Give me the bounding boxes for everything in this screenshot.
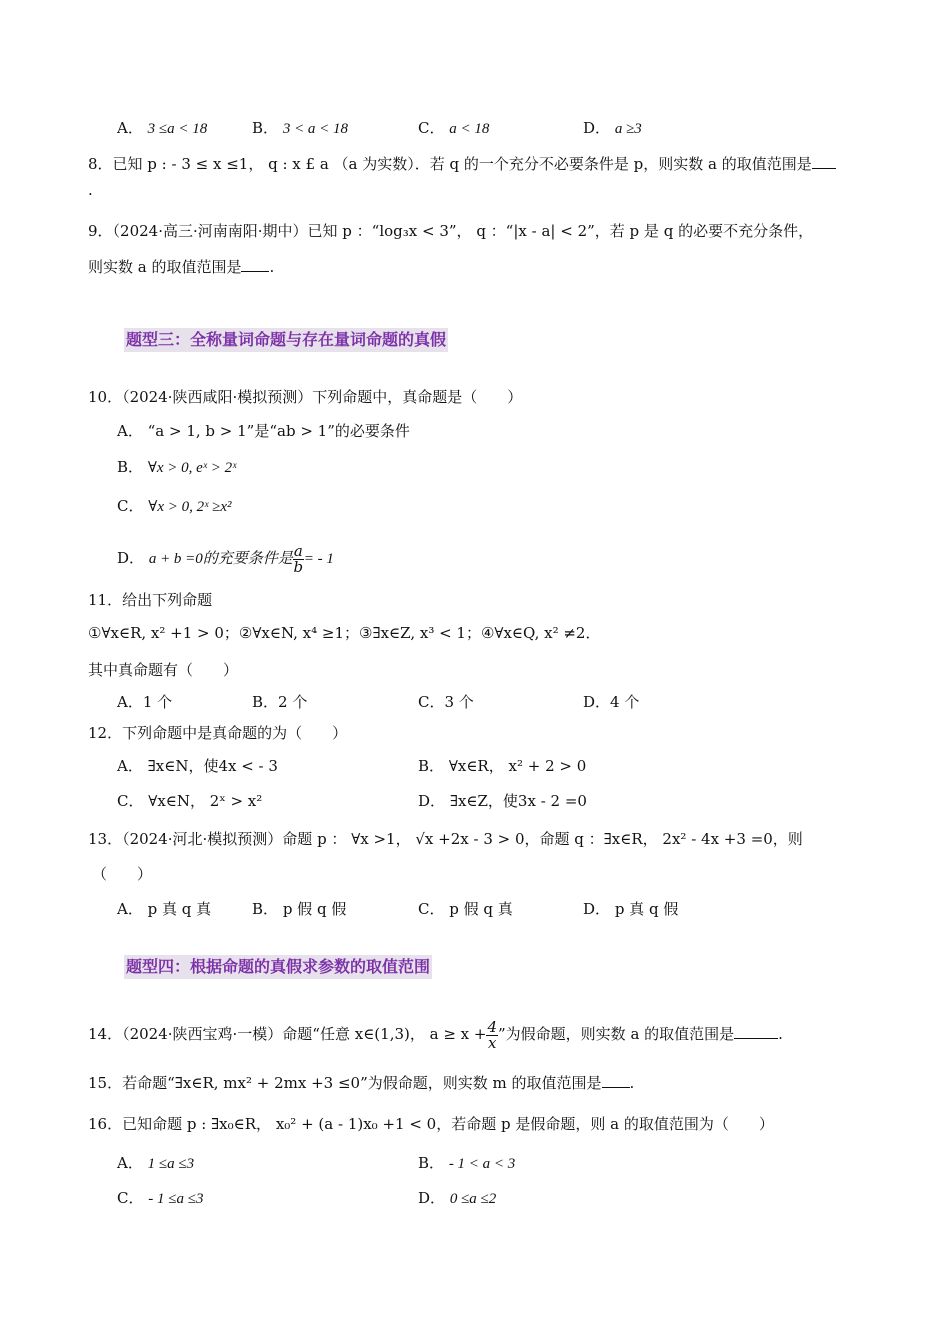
option-letter: B． xyxy=(418,757,445,775)
q7-option-c xyxy=(418,118,489,139)
question-9-line2 xyxy=(88,257,274,277)
q13-option-a xyxy=(117,899,211,919)
option-text: 4 个 xyxy=(610,693,640,711)
answer-blank xyxy=(734,1024,778,1039)
q13-option-b xyxy=(252,899,346,919)
option-letter: C． xyxy=(418,119,445,137)
option-letter: B． xyxy=(252,693,279,711)
fraction-numerator: a xyxy=(293,541,303,560)
option-letter: A． xyxy=(117,422,143,440)
q16-option-d xyxy=(418,1188,496,1209)
q10-option-d xyxy=(117,540,334,577)
option-letter: C． xyxy=(117,792,144,810)
option-text: p 假 q 假 xyxy=(282,900,347,918)
option-letter: A． xyxy=(117,1154,143,1172)
question-11-stem: 11．给出下列命题 xyxy=(88,591,213,609)
option-text: 3 个 xyxy=(444,693,474,711)
option-text: 3 < a < 18 xyxy=(282,121,349,137)
question-9-line1: 9．（2024·高三·河南南阳·期中）已知 p ：“log₃x < 3”， q ：“|x - a| < 2”，若 p 是 q 的必要不充分条件， xyxy=(88,222,814,240)
fraction-numerator: 4 xyxy=(487,1017,498,1036)
option-text: 1 个 xyxy=(142,693,173,711)
question-text: 则实数 a 的取值范围是 xyxy=(88,258,242,276)
answer-blank xyxy=(812,154,836,169)
answer-blank xyxy=(602,1073,630,1088)
q10-option-b xyxy=(117,457,236,478)
option-letter: D． xyxy=(583,119,611,137)
q12-option-b xyxy=(418,756,586,776)
q12-option-d xyxy=(418,791,587,811)
question-end: . xyxy=(778,1025,783,1043)
option-text-tail: = - 1 xyxy=(303,551,334,567)
option-text: a ≥3 xyxy=(614,121,642,137)
option-text: 3 ≤a < 18 xyxy=(147,121,208,137)
q12-option-c xyxy=(117,791,262,811)
option-letter: A． xyxy=(117,119,143,137)
option-text: ∀x > 0, eˣ > 2ˣ xyxy=(147,460,237,476)
question-13-line2: （ ） xyxy=(92,865,153,883)
section-heading-3: 题型三：全称量词命题与存在量词命题的真假 xyxy=(124,328,448,352)
question-text: 8．已知 p : - 3 ≤ x ≤1， q : x £ a （a 为实数）．若 q 的一个充分不必要条件是 p，则实数 a 的取值范围是 xyxy=(88,155,812,173)
option-letter: C． xyxy=(418,693,445,711)
question-15 xyxy=(88,1073,634,1093)
question-8-trail: . xyxy=(88,181,93,199)
q11-option-a xyxy=(117,692,172,712)
option-letter: C． xyxy=(418,900,445,918)
option-letter: B． xyxy=(418,1154,445,1172)
option-text: p 真 q 真 xyxy=(147,900,212,918)
fraction-denominator: b xyxy=(293,557,304,576)
question-text-tail: ”为假命题，则实数 a 的取值范围是 xyxy=(498,1025,735,1043)
option-text: ∀x > 0, 2ˣ ≥x² xyxy=(148,499,232,515)
section-heading-4: 题型四：根据命题的真假求参数的取值范围 xyxy=(124,955,432,979)
question-text: 14．（2024·陕西宝鸡·一模）命题“任意 x∈(1,3)， a ≥ x + xyxy=(88,1025,487,1043)
option-text: a + b =0的充要条件是 xyxy=(148,551,293,567)
option-text: 1 ≤a ≤3 xyxy=(147,1156,195,1172)
option-text: p 假 q 真 xyxy=(449,900,513,918)
question-11-ask: 其中真命题有（ ） xyxy=(88,661,239,679)
option-letter: D． xyxy=(418,792,446,810)
q10-option-c xyxy=(117,496,231,517)
option-text: ∃x∈Z，使3x - 2 =0 xyxy=(449,792,587,810)
question-8 xyxy=(88,154,836,174)
option-letter: B． xyxy=(252,119,279,137)
fraction xyxy=(486,1017,498,1052)
option-text: - 1 < a < 3 xyxy=(448,1156,516,1172)
fraction-denominator: x xyxy=(488,1033,497,1052)
option-text: ∀x∈N， 2ˣ > x² xyxy=(148,792,263,810)
option-letter: C． xyxy=(117,497,144,515)
option-letter: D． xyxy=(117,549,145,567)
q11-option-c xyxy=(418,692,474,712)
option-text: “a > 1, b > 1”是“ab > 1”的必要条件 xyxy=(147,422,410,440)
question-14 xyxy=(88,1014,783,1054)
option-letter: D． xyxy=(583,693,611,711)
q12-option-a xyxy=(117,756,278,776)
q13-option-c xyxy=(418,899,513,919)
q11-option-d xyxy=(583,692,639,712)
answer-blank xyxy=(241,257,269,272)
option-letter: D． xyxy=(583,900,611,918)
question-text-tail: . xyxy=(269,258,275,276)
q7-option-d xyxy=(583,118,642,139)
question-12-stem: 12．下列命题中是真命题的为（ ） xyxy=(88,724,348,742)
option-letter: B． xyxy=(117,458,144,476)
q16-option-c xyxy=(117,1188,203,1209)
option-text: ∃x∈N，使4x < - 3 xyxy=(147,757,278,775)
q16-option-a xyxy=(117,1153,194,1174)
question-11-items: ①∀x∈R, x² +1 > 0；②∀x∈N, x⁴ ≥1；③∃x∈Z, x³ < 1；④∀x∈Q, x² ≠2． xyxy=(88,624,601,642)
option-text: 0 ≤a ≤2 xyxy=(449,1191,497,1207)
option-text: - 1 ≤a ≤3 xyxy=(148,1191,204,1207)
option-text: 2 个 xyxy=(278,693,308,711)
q16-option-b xyxy=(418,1153,515,1174)
option-letter: A． xyxy=(117,900,143,918)
option-letter: C． xyxy=(117,1189,144,1207)
option-letter: B． xyxy=(252,900,279,918)
q7-option-a xyxy=(117,118,207,139)
q7-option-b xyxy=(252,118,348,139)
question-13-line1: 13．（2024·河北·模拟预测）命题 p ： ∀x >1， √x +2x - 3 > 0，命题 q ：∃x∈R， 2x² - 4x +3 =0，则 xyxy=(88,830,803,848)
option-letter: D． xyxy=(418,1189,446,1207)
q10-option-a xyxy=(117,421,410,441)
question-10-stem: 10．（2024·陕西咸阳·模拟预测）下列命题中，真命题是（ ） xyxy=(88,388,523,406)
option-letter: A． xyxy=(117,693,143,711)
option-text: a < 18 xyxy=(449,121,490,137)
q11-option-b xyxy=(252,692,307,712)
option-letter: A． xyxy=(117,757,143,775)
question-end: . xyxy=(629,1074,635,1092)
option-text: ∀x∈R， x² + 2 > 0 xyxy=(448,757,587,775)
q13-option-d xyxy=(583,899,678,919)
question-text: 15．若命题“∃x∈R, mx² + 2mx +3 ≤0”为假命题，则实数 m 的取值范围是 xyxy=(88,1074,602,1092)
fraction xyxy=(293,541,304,576)
option-text: p 真 q 假 xyxy=(614,900,679,918)
question-16-stem: 16．已知命题 p : ∃x₀∈R， x₀² + (a - 1)x₀ +1 < 0，若命题 p 是假命题，则 a 的取值范围为（ ） xyxy=(88,1115,774,1133)
